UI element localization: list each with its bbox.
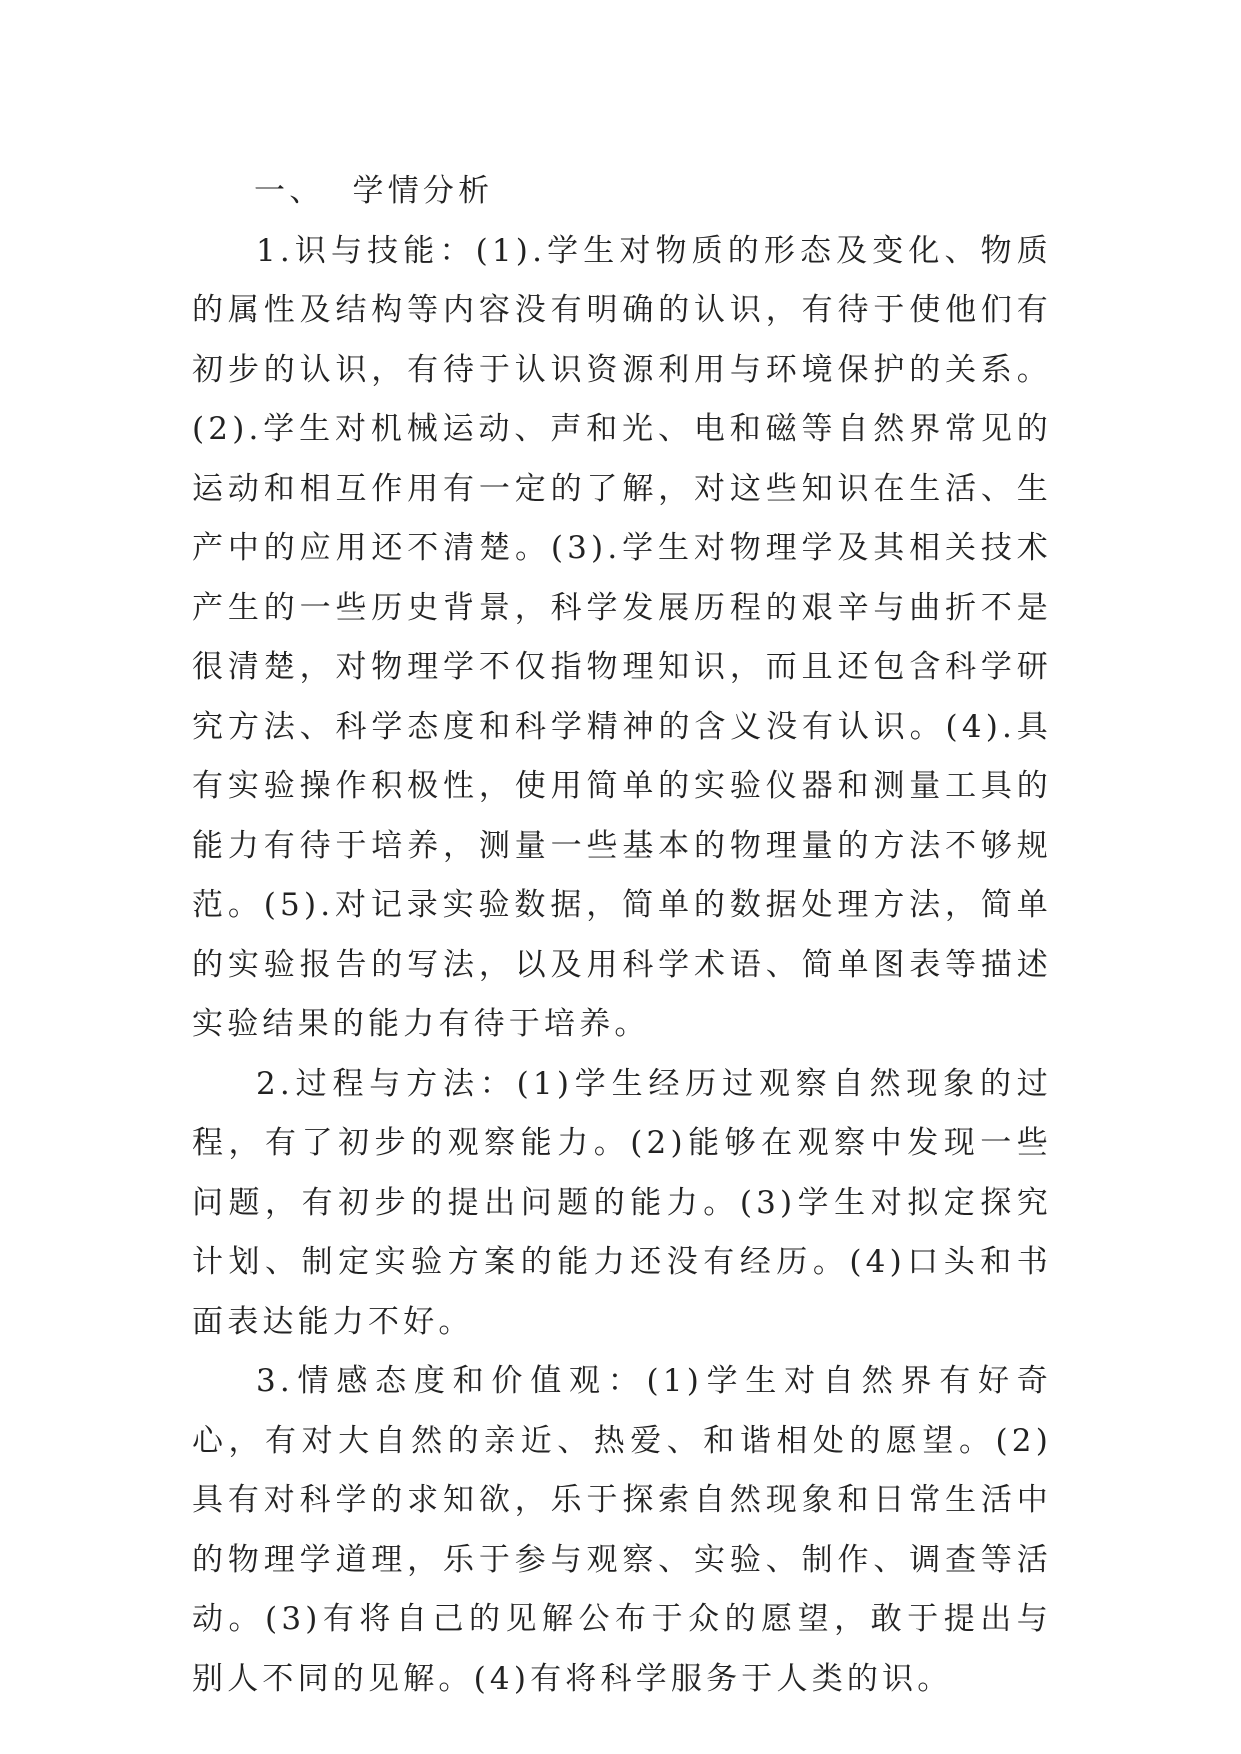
document-body: [192, 162, 1052, 1709]
paragraph-knowledge-skills: 1.识与技能：(1).学生对物质的形态及变化、物质的属性及结构等内容没有明确的认识，有待于使他们有初步的认识，有待于认识资源利用与环境保护的关系。(2).学生对机械运动、声和光、电和磁等自然界常见的运动和相互作用有一定的了解，对这些知识在生活、生产中的应用还不清楚。(3).学生对物理学及其相关技术产生的一些历史背景，科学发展历程的艰辛与曲折不是很清楚，对物理学不仅指物理知识，而且还包含科学研究方法、科学态度和科学精神的含义没有认识。(4).具有实验操作积极性，使用简单的实验仪器和测量工具的能力有待于培养，测量一些基本的物理量的方法不够规范。(5).对记录实验数据，简单的数据处理方法，简单的实验报告的写法，以及用科学术语、简单图表等描述实验结果的能力有待于培养。: [192, 232, 1052, 1042]
paragraph-emotion-values: 3.情感态度和价值观：(1)学生对自然界有好奇心，有对大自然的亲近、热爱、和谐相处的愿望。(2)具有对科学的求知欲，乐于探索自然现象和日常生活中的物理学道理，乐于参与观察、实验、制作、调查等活动。(3)有将自己的见解公布于众的愿望，敢于提出与别人不同的见解。(4)有将科学服务于人类的识。: [192, 1363, 1052, 1697]
section-heading: 一、 学情分析: [254, 173, 494, 209]
paragraph-process-methods: 2.过程与方法：(1)学生经历过观察自然现象的过程，有了初步的观察能力。(2)能够在观察中发现一些问题，有初步的提出问题的能力。(3)学生对拟定探究计划、制定实验方案的能力还没有经历。(4)口头和书面表达能力不好。: [192, 1065, 1052, 1340]
